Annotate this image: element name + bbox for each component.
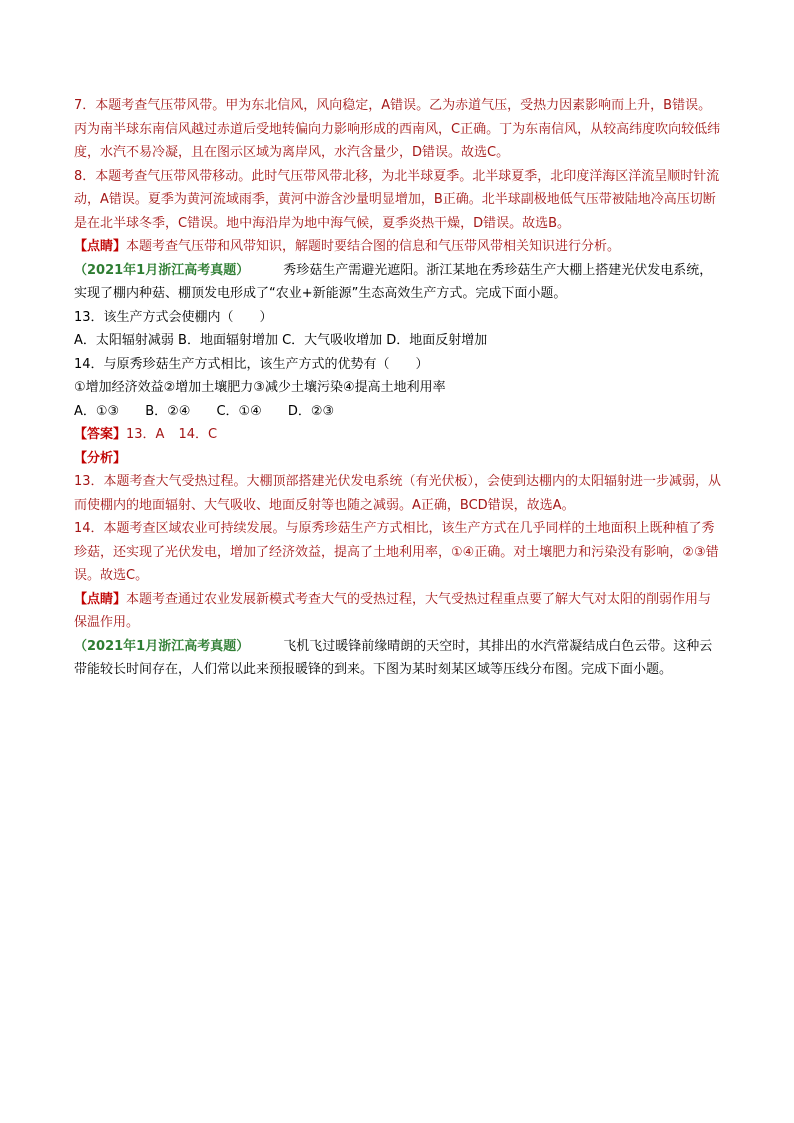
question-14-options	[74, 400, 724, 424]
question-group-intro	[74, 259, 724, 306]
answer-block	[74, 423, 724, 447]
tip-text: 本题考查气压带和风带知识，解题时要结合图的信息和气压带风带相关知识进行分析。	[126, 239, 621, 254]
answer-14: 14．C	[178, 427, 218, 442]
answer-tag: 【答案】	[74, 427, 127, 442]
option-d: D．②③	[287, 403, 335, 419]
option-c: C．①④	[216, 403, 262, 419]
exam-source-label: （2021年1月浙江高考真题）	[74, 638, 250, 654]
question-intro-text: 飞机飞过暖锋前缘晴朗的天空时，其排出的水汽常凝结成白色云带。这种云带能较长时间存在，人们常以此来预报暖锋的到来。下图为某时刻某区域等压线分布图。完成下面小题。	[74, 638, 713, 677]
tip-text: 本题考查通过农业发展新模式考查大气的受热过程，大气受热过程重点要了解大气对太阳的削弱作用与保温作用。	[74, 591, 712, 630]
tip-tag: 【点睛】	[74, 591, 127, 607]
analysis-block	[74, 447, 724, 471]
tip-block-2	[74, 588, 724, 635]
question-13-stem: 13．该生产方式会使棚内（ ）	[74, 309, 273, 325]
answer-13: 13．A	[126, 427, 165, 442]
explanation-q8: 8．本题考查气压带风带移动。此时气压带风带北移，为北半球夏季。北半球夏季，北印度洋海区洋流呈顺时针流动，A错误。夏季为黄河流域雨季，黄河中游含沙量明显增加，B正确。北半球副极地低气压带被陆地冷高压切断是在北半球冬季，C错误。地中海沿岸为地中海气候，夏季炎热干燥，D错误。故选B。	[74, 168, 720, 231]
question-14-stem: 14．与原秀珍菇生产方式相比，该生产方式的优势有（ ）	[74, 356, 429, 372]
question-group-intro-2	[74, 635, 724, 682]
tip-tag: 【点睛】	[74, 239, 127, 254]
explanation-q14: 14．本题考查区域农业可持续发展。与原秀珍菇生产方式相比，该生产方式在几乎同样的土地面积上既种植了秀珍菇，还实现了光伏发电，增加了经济效益，提高了土地利用率，①④正确。对土壤肥力和污染没有影响，②③错误。故选C。	[74, 521, 719, 583]
exam-source-label: （2021年1月浙江高考真题）	[74, 262, 250, 278]
option-b: B．②④	[145, 403, 191, 419]
explanation-q13: 13．本题考查大气受热过程。大棚顶部搭建光伏发电系统（有光伏板），会使到达棚内的太阳辐射进一步减弱，从而使棚内的地面辐射、大气吸收、地面反射等也随之减弱。A正确，BCD错误，故选A。	[74, 474, 722, 513]
question-13-options: A．太阳辐射减弱 B．地面辐射增加 C．大气吸收增加 D．地面反射增加	[74, 333, 488, 348]
tip-block-1	[74, 235, 724, 259]
option-a: A．①③	[74, 403, 120, 419]
question-14-items: ①增加经济效益②增加土壤肥力③减少土壤污染④提高土地利用率	[74, 380, 446, 395]
question-intro-text: 秀珍菇生产需避光遮阳。浙江某地在秀珍菇生产大棚上搭建光伏发电系统，实现了棚内种菇、棚顶发电形成了“农业+新能源”生态高效生产方式。完成下面小题。	[74, 262, 713, 301]
explanation-q7: 7．本题考查气压带风带。甲为东北信风，风向稳定，A错误。乙为赤道气压，受热力因素影响而上升，B错误。丙为南半球东南信风越过赤道后受地转偏向力影响形成的西南风，C正确。丁为东南信风，从较高纬度吹向较低纬度，水汽不易冷凝，且在图示区域为离岸风，水汽含量少，D错误。故选C。	[74, 98, 721, 160]
analysis-tag: 【分析】	[74, 450, 127, 466]
